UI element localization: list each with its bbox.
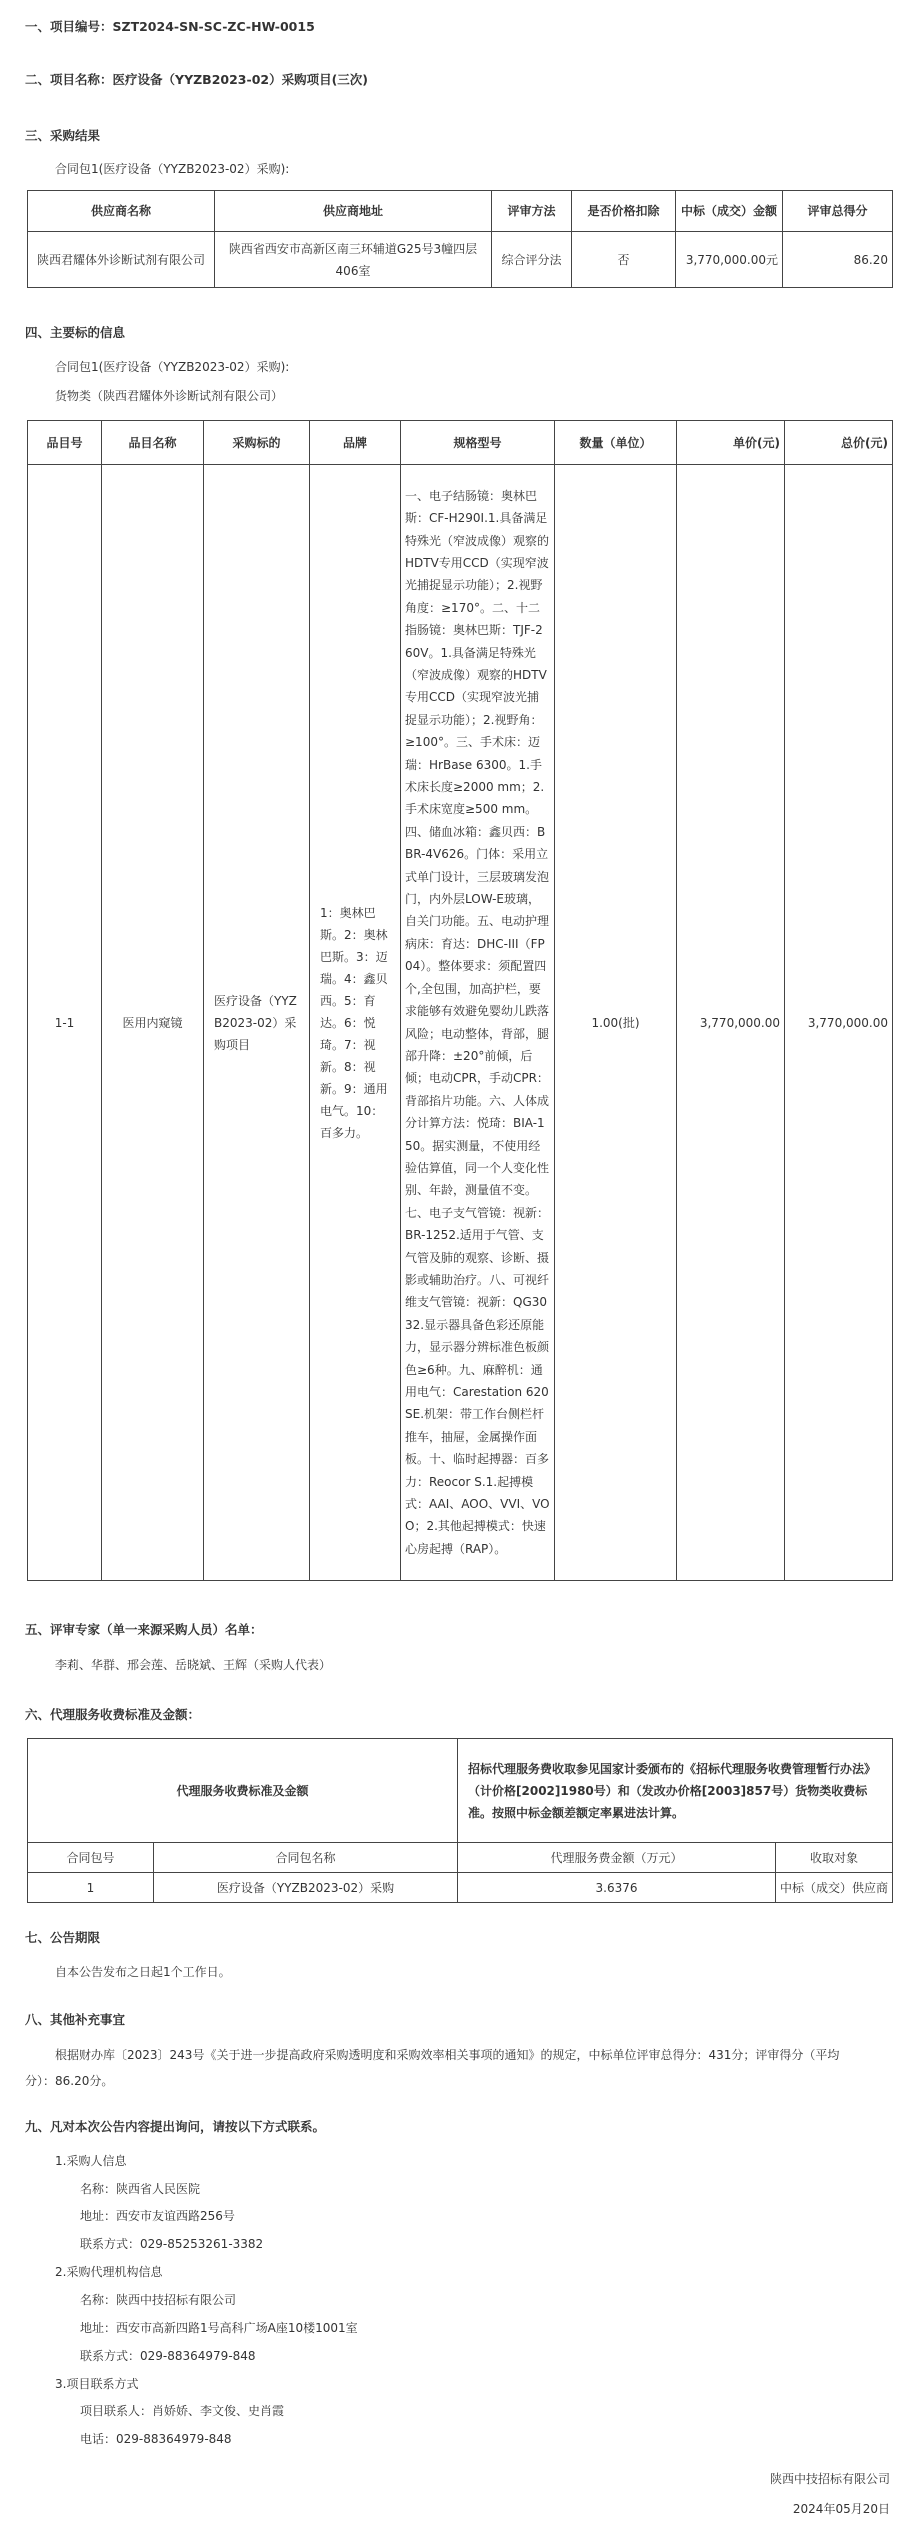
result-header-amount: 中标（成交）金额	[676, 191, 783, 232]
subject-spec: 一、电子结肠镜：奥林巴斯：CF-H290I.1.具备满足特殊光（窄波成像）观察的HDTV专用CCD（实现窄波光捕捉显示功能）；2.视野角度：≥170°。二、十二指肠镜：奥林巴斯：TJF-260V。1.具备满足特殊光（窄波成像）观察的HDTV专用CCD（实现窄波光捕捉显示功能）；2.视野角：≥100°。三、手术床：迈瑞：HrBase 6300。1.手术床长度≥2000 mm；2.手术床宽度≥500 mm。四、储血冰箱：鑫贝西：BBR-4V626。门体：采用立式单门设计，三层玻璃发泡门，内外层LOW-E玻璃，自关门功能。五、电动护理病床：育达：DHC-III（FP04）。整体要求：须配置四个,全包围，加高护栏，要求能够有效避免婴幼儿跌落风险；电动整体，背部，腿部升降：±20°前倾，后倾；电动CPR，手动CPR：背部掐片功能。六、人体成分计算方法：悦琦：BIA-150。据实测量，不使用经验估算值，同一个人变化性别、年龄，测量值不变。七、电子支气管镜：视新：BR-1252.适用于气管、支气管及肺的观察、诊断、摄影或辅助治疗。八、可视纤维支气管镜：视新：QG3032.显示器具备色彩还原能力，显示器分辨标准色板颜色≥6种。九、麻醉机：通用电气：Carestation 620SE.机架：带工作台侧栏杆推车，抽屉，金属操作面板。十、临时起搏器：百多力：Reocor S.1.起搏模式：AAI、AOO、VVI、VOO；2.其他起搏模式：快速心房起搏（RAP）。	[401, 465, 555, 1581]
project-number	[25, 17, 315, 35]
agent-fee-label: 代理服务收费标准及金额	[28, 1739, 458, 1843]
subject-total-price: 3,770,000.00	[785, 465, 893, 1581]
project-name-value: 医疗设备（YYZB2023-02）采购项目(三次)	[112, 72, 369, 87]
result-header-method: 评审方法	[492, 191, 572, 232]
fee-package-name: 医疗设备（YYZB2023-02）采购	[154, 1873, 458, 1903]
result-method: 综合评分法	[492, 232, 572, 288]
agent-address: 地址：西安市高新四路1号高科广场A座10楼1001室	[80, 2321, 358, 2335]
section-agent-fee-title: 六、代理服务收费标准及金额：	[25, 1707, 201, 1722]
agent-info-title: 2.采购代理机构信息	[55, 2265, 163, 2279]
result-header-address: 供应商地址	[215, 191, 492, 232]
project-contact-persons: 项目联系人：肖娇娇、李文俊、史肖霞	[80, 2404, 285, 2418]
other-matters-line1: 根据财办库〔2023〕243号《关于进一步提高政府采购透明度和采购效率相关事项的通知》的规定，中标单位评审总得分：431分；评审得分（平均	[55, 2048, 840, 2062]
subject-header-total-price: 总价(元)	[785, 421, 893, 465]
fee-header-payer: 收取对象	[776, 1843, 893, 1873]
fee-header-package-name: 合同包名称	[154, 1843, 458, 1873]
project-number-label: 一、项目编号：	[25, 19, 113, 34]
result-price-deduct: 否	[572, 232, 676, 288]
buyer-phone: 联系方式：029-85253261-3382	[80, 2237, 264, 2251]
section-experts-title: 五、评审专家（单一来源采购人员）名单：	[25, 1622, 263, 1637]
result-amount: 3,770,000.00元	[676, 232, 783, 288]
fee-header-amount: 代理服务费金额（万元）	[458, 1843, 776, 1873]
fee-package-no: 1	[28, 1873, 154, 1903]
other-matters-line2: 分）：86.20分。	[25, 2074, 114, 2088]
agent-phone: 联系方式：029-88364979-848	[80, 2349, 256, 2363]
subject-table	[27, 420, 893, 1581]
footer-company: 陕西中技招标有限公司	[769, 2472, 890, 2486]
subject-header-spec: 规格型号	[401, 421, 555, 465]
project-name-label: 二、项目名称：	[25, 72, 113, 87]
subject-brand: 1：奥林巴斯。2：奥林巴斯。3：迈瑞。4：鑫贝西。5：育达。6：悦琦。7：视新。8：视新。9：通用电气。10：百多力。	[310, 465, 401, 1581]
experts-names: 李莉、华群、邢会莲、岳晓斌、王辉（采购人代表）	[55, 1658, 332, 1672]
fee-header-package-no: 合同包号	[28, 1843, 154, 1873]
section-procurement-result-title: 三、采购结果	[25, 128, 101, 143]
result-header-score: 评审总得分	[783, 191, 893, 232]
subject-goods-label: 货物类（陕西君耀体外诊断试剂有限公司）	[55, 389, 284, 403]
subject-header-name: 品目名称	[102, 421, 204, 465]
subject-package-label: 合同包1(医疗设备（YYZB2023-02）采购):	[55, 360, 290, 374]
result-score: 86.20	[783, 232, 893, 288]
section-contact-title: 九、凡对本次公告内容提出询问，请按以下方式联系。	[25, 2119, 326, 2134]
subject-header-no: 品目号	[28, 421, 102, 465]
section-notice-period-title: 七、公告期限	[25, 1930, 101, 1945]
result-header-supplier: 供应商名称	[28, 191, 215, 232]
result-header-price-deduct: 是否价格扣除	[572, 191, 676, 232]
section-other-matters-title: 八、其他补充事宜	[25, 2012, 126, 2027]
project-number-value: SZT2024-SN-SC-ZC-HW-0015	[112, 19, 315, 34]
subject-qty: 1.00(批)	[555, 465, 677, 1581]
buyer-name: 名称：陕西省人民医院	[80, 2182, 201, 2196]
subject-header-subject: 采购标的	[204, 421, 310, 465]
project-contact-phone: 电话：029-88364979-848	[80, 2432, 232, 2446]
result-table	[27, 190, 893, 288]
subject-header-brand: 品牌	[310, 421, 401, 465]
result-supplier: 陕西君耀体外诊断试剂有限公司	[28, 232, 215, 288]
buyer-address: 地址：西安市友谊西路256号	[80, 2209, 235, 2223]
footer-date: 2024年05月20日	[792, 2502, 890, 2516]
project-contact-title: 3.项目联系方式	[55, 2377, 139, 2391]
project-name	[25, 70, 368, 88]
subject-subject: 医疗设备（YYZB2023-02）采购项目	[204, 465, 310, 1581]
section-main-subject-title: 四、主要标的信息	[25, 325, 126, 340]
subject-unit-price: 3,770,000.00	[677, 465, 785, 1581]
subject-header-unit-price: 单价(元)	[677, 421, 785, 465]
agent-fee-table	[27, 1738, 893, 1903]
buyer-info-title: 1.采购人信息	[55, 2154, 127, 2168]
fee-payer: 中标（成交）供应商	[776, 1873, 893, 1903]
agent-name: 名称：陕西中技招标有限公司	[80, 2293, 237, 2307]
subject-no: 1-1	[28, 465, 102, 1581]
notice-period-text: 自本公告发布之日起1个工作日。	[55, 1965, 231, 1979]
fee-amount: 3.6376	[458, 1873, 776, 1903]
agent-fee-standard: 招标代理服务费收取参见国家计委颁布的《招标代理服务收费管理暂行办法》（计价格[2002]1980号）和（发改办价格[2003]857号）货物类收费标准。按照中标金额差额定率累进法计算。	[458, 1739, 893, 1843]
result-address: 陕西省西安市高新区南三环辅道G25号3幢四层406室	[215, 232, 492, 288]
subject-header-qty: 数量（单位）	[555, 421, 677, 465]
result-package-label: 合同包1(医疗设备（YYZB2023-02）采购):	[55, 162, 290, 176]
subject-name: 医用内窥镜	[102, 465, 204, 1581]
